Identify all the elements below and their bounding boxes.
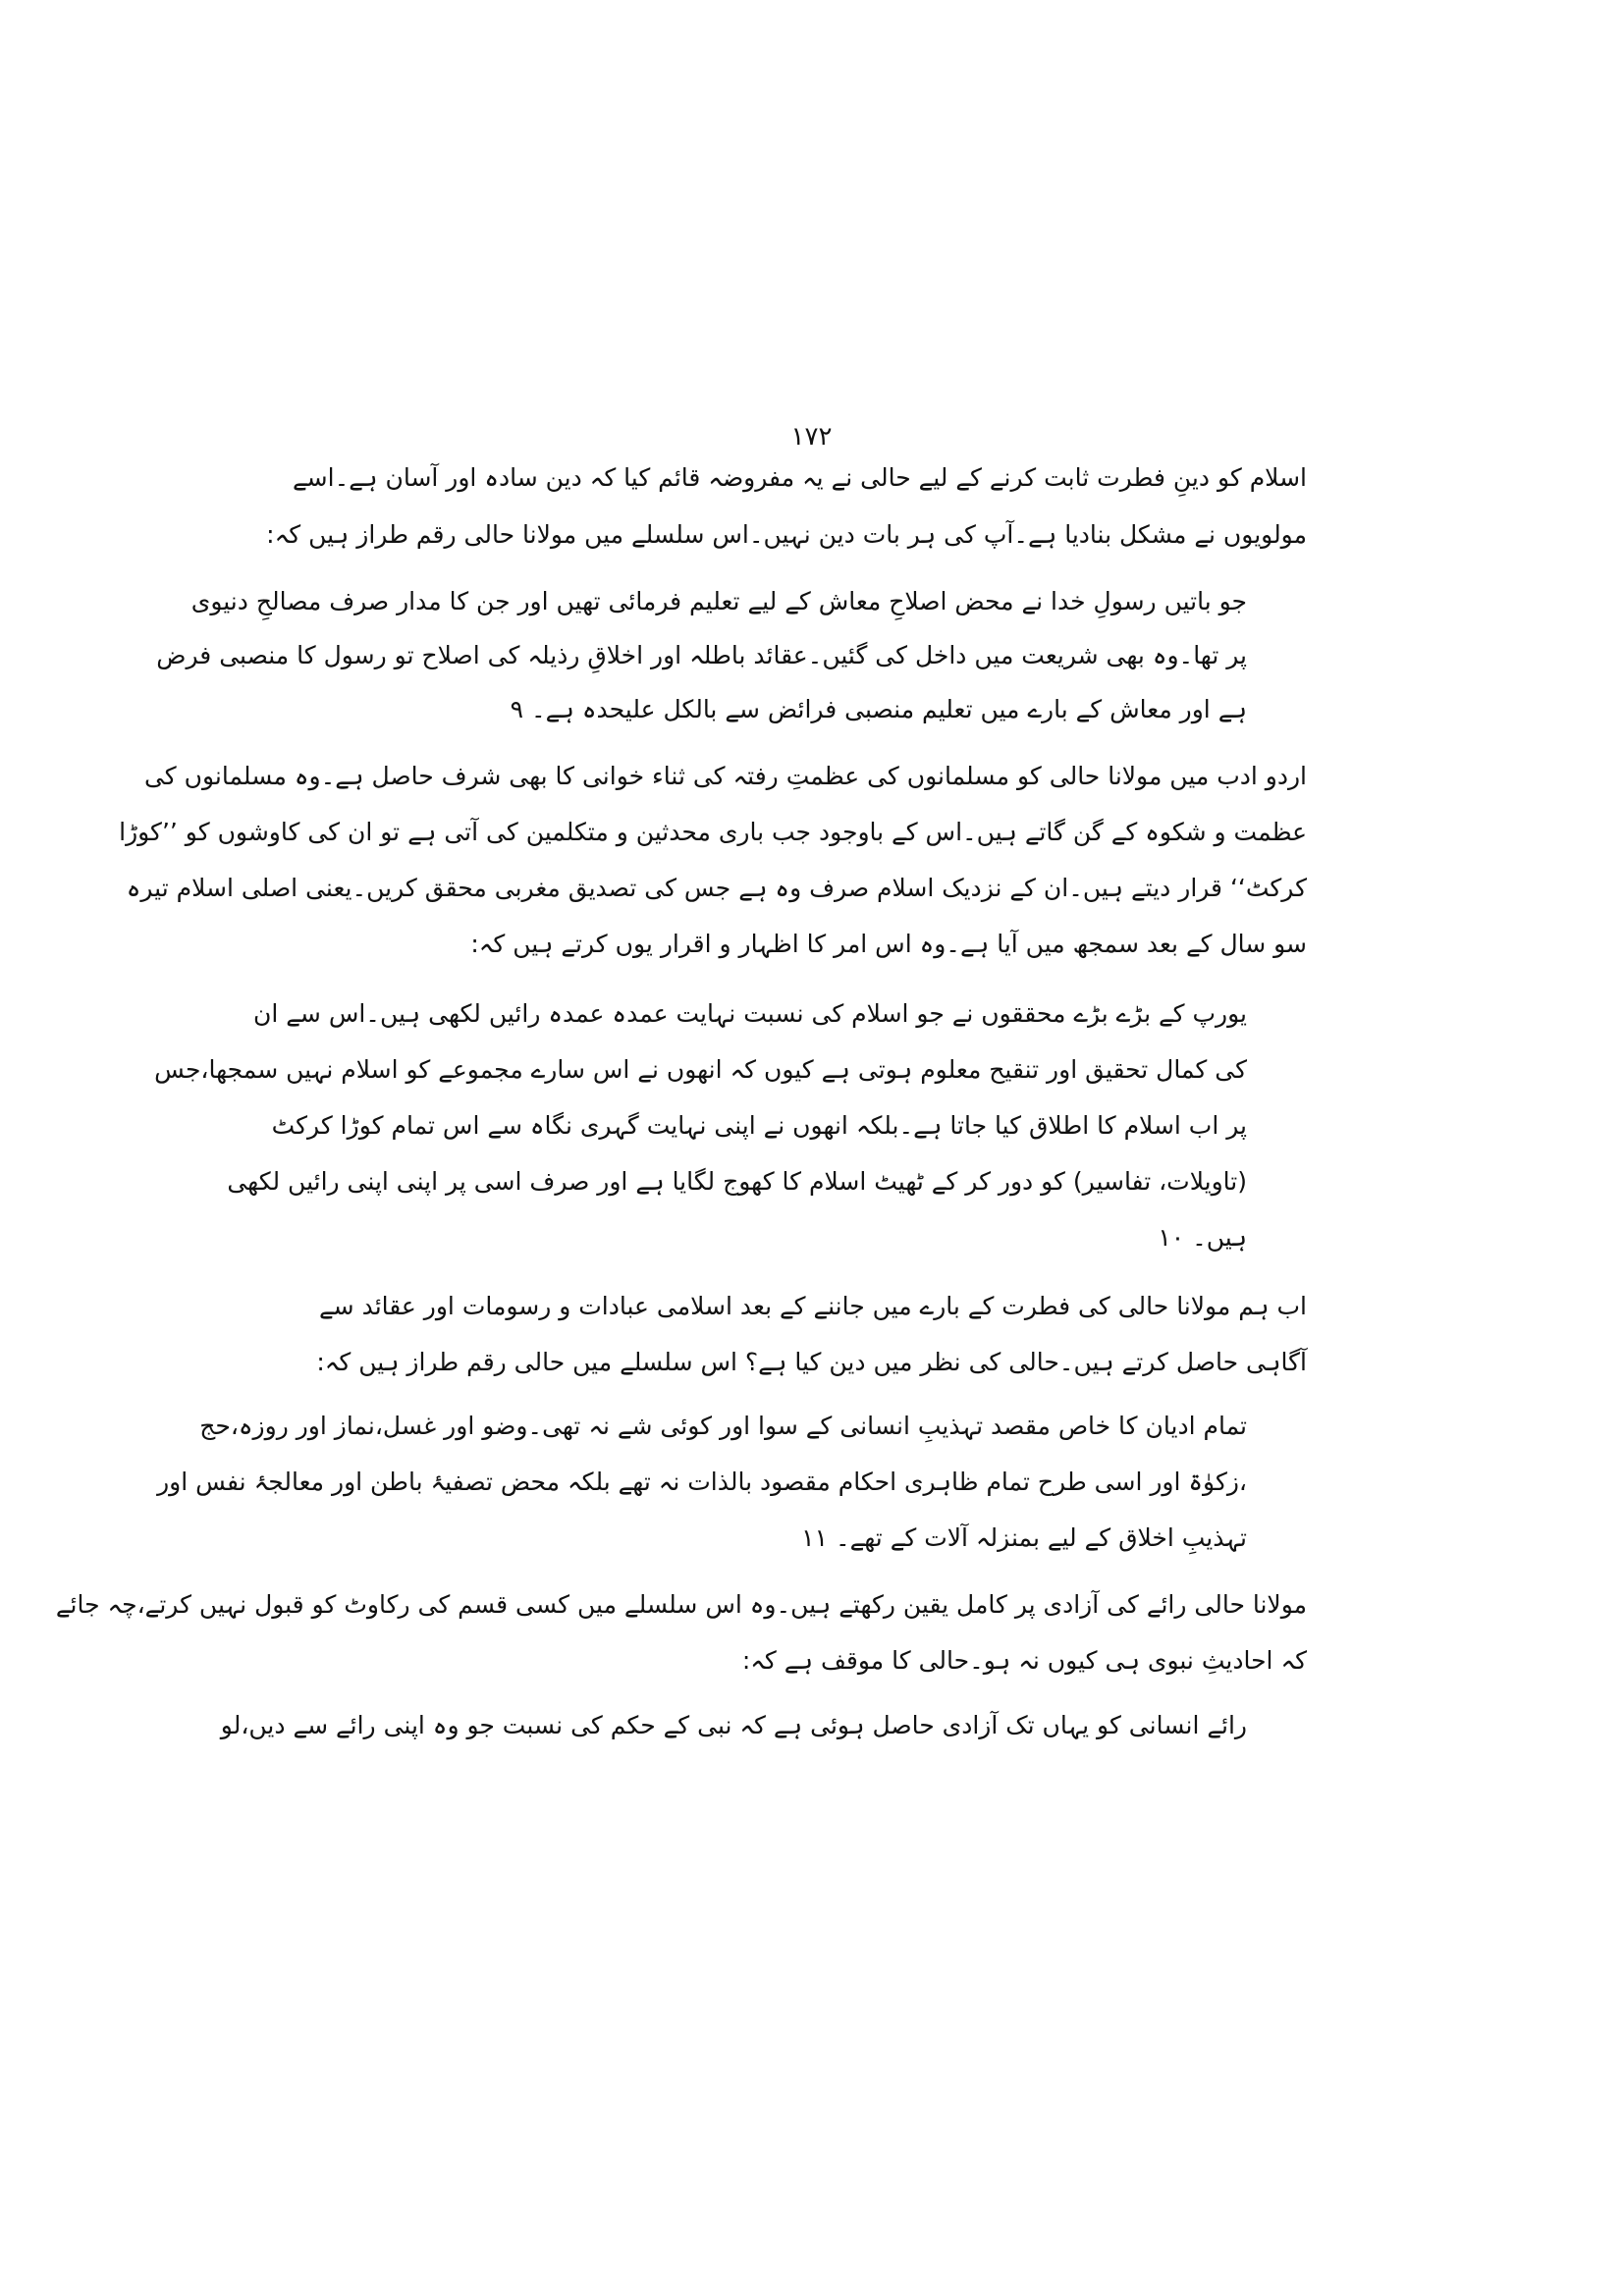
paragraph-line: آگاہی حاصل کرتے ہیں۔حالی کی نظر میں دین کیا ہے؟ اس سلسلے میں حالی رقم طراز ہیں کہ: bbox=[316, 1348, 1307, 1376]
paragraph-line: کہ احادیثِ نبوی ہی کیوں نہ ہو۔حالی کا موقف ہے کہ: bbox=[741, 1646, 1307, 1675]
paragraph-line: مولانا حالی رائے کی آزادی پر کامل یقین رکھتے ہیں۔وہ اس سلسلے میں کسی قسم کی رکاوٹ کو قبول نہیں کرتے،چہ جائے bbox=[55, 1590, 1307, 1619]
quotation-line: جو باتیں رسولِ خدا نے محض اصلاحِ معاش کے لیے تعلیم فرمائی تھیں اور جن کا مدار صرف مصالحِ دنیوی bbox=[190, 587, 1247, 615]
quotation-line: ہیں۔ ۱۰ bbox=[1158, 1223, 1247, 1252]
paragraph-line: اب ہم مولانا حالی کی فطرت کے بارے میں جاننے کے بعد اسلامی عبادات و رسومات اور عقائد سے bbox=[319, 1292, 1307, 1320]
page-number: ۱۷۲ bbox=[790, 422, 833, 452]
paragraph-line: اسلام کو دینِ فطرت ثابت کرنے کے لیے حالی نے یہ مفروضہ قائم کیا کہ دین سادہ اور آسان ہے۔اسے bbox=[293, 463, 1307, 492]
quotation-line: پر تھا۔وہ بھی شریعت میں داخل کی گئیں۔عقائد باطلہ اور اخلاقِ رذیلہ کی اصلاح تو رسول کا منصبی فرض bbox=[156, 641, 1247, 669]
quotation-line: یورپ کے بڑے بڑے محققوں نے جو اسلام کی نسبت نہایت عمدہ عمدہ رائیں لکھی ہیں۔اس سے ان bbox=[253, 999, 1247, 1028]
quotation-line: پر اب اسلام کا اطلاق کیا جاتا ہے۔بلکہ انھوں نے اپنی نہایت گہری نگاہ سے اس تمام کوڑا کرکٹ bbox=[271, 1111, 1247, 1140]
paragraph-line: اردو ادب میں مولانا حالی کو مسلمانوں کی عظمتِ رفتہ کی ثناء خوانی کا بھی شرف حاصل ہے۔وہ مسلمانوں کی bbox=[143, 762, 1307, 790]
quotation-line: (تاویلات، تفاسیر) کو دور کر کے ٹھیٹ اسلام کا کھوج لگایا ہے اور صرف اسی پر اپنی اپنی رائیں لکھی bbox=[227, 1167, 1247, 1196]
quotation-line: ہے اور معاش کے بارے میں تعلیم منصبی فرائض سے بالکل علیحدہ ہے۔ ۹ bbox=[510, 695, 1247, 723]
quotation-line: تمام ادیان کا خاص مقصد تہذیبِ انسانی کے سوا اور کوئی شے نہ تھی۔وضو اور غسل،نماز اور روزہ،حج bbox=[199, 1412, 1247, 1440]
paragraph-line: عظمت و شکوہ کے گن گاتے ہیں۔اس کے باوجود جب باری محدثین و متکلمین کی آتی ہے تو ان کی کاوشوں کو ’’کوڑا bbox=[119, 818, 1307, 846]
paragraph-line: کرکٹ‘‘ قرار دیتے ہیں۔ان کے نزدیک اسلام صرف وہ ہے جس کی تصدیق مغربی محقق کریں۔یعنی اصلی اسلام تیرہ bbox=[126, 874, 1307, 902]
paragraph-line: مولویوں نے مشکل بنادیا ہے۔آپ کی ہر بات دین نہیں۔اس سلسلے میں مولانا حالی رقم طراز ہیں کہ: bbox=[266, 520, 1307, 549]
paragraph-line: سو سال کے بعد سمجھ میں آیا ہے۔وہ اس امر کا اظہار و اقرار یوں کرتے ہیں کہ: bbox=[470, 930, 1307, 958]
quotation-line: تہذیبِ اخلاق کے لیے بمنزلہ آلات کے تھے۔ ۱۱ bbox=[801, 1523, 1247, 1552]
quotation-line: ،زکوٰۃ اور اسی طرح تمام ظاہری احکام مقصود بالذات نہ تھے بلکہ محض تصفیۂ باطن اور معالجۂ نفس اور bbox=[157, 1468, 1247, 1496]
quotation-line: رائے انسانی کو یہاں تک آزادی حاصل ہوئی ہے کہ نبی کے حکم کی نسبت جو وہ اپنی رائے سے دیں،لو bbox=[220, 1711, 1247, 1739]
quotation-line: کی کمال تحقیق اور تنقیح معلوم ہوتی ہے کیوں کہ انھوں نے اس سارے مجموعے کو اسلام نہیں سمجھا،جس bbox=[154, 1055, 1247, 1084]
